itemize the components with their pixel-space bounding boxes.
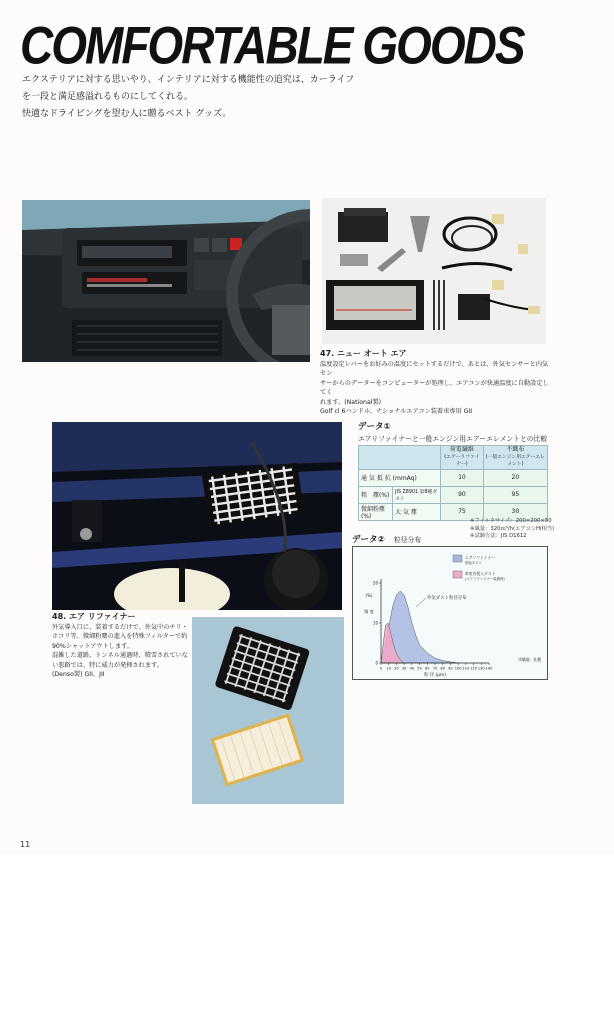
item-48-caption: [52, 611, 188, 679]
item-48-line: 外気導入口に、装着するだけで、外気中のチリ・: [52, 624, 188, 631]
x-tick-label: 20: [394, 666, 399, 671]
table-cell: 95: [483, 486, 547, 503]
table-header-row: [359, 446, 548, 470]
chart-annotation-location: 実験地：札幌: [518, 657, 541, 662]
y-tick-label: 10: [372, 620, 378, 626]
legend-swatch: [453, 571, 462, 578]
item-47-line: サーからのデーターをコンピューターが処理し、エアコンが快適温度に自動設定してく: [320, 379, 549, 397]
note-line: ※試験方法：JIS D1612: [470, 533, 527, 539]
row-sublabel: JIS Z8901 第8種ダスト: [393, 486, 441, 503]
x-tick-label: 40: [409, 666, 415, 671]
data-1-title: データ①: [358, 422, 391, 432]
note-line: ※風量：320ｍ³/h(エアコンHi相当): [470, 525, 555, 532]
legend-swatch: [453, 555, 462, 562]
y-axis-label: 頻 度: [364, 609, 374, 614]
column-header-sub: (エアーリファイナー): [444, 454, 480, 467]
x-tick-label: 70: [432, 666, 438, 671]
comparison-table: [358, 445, 548, 521]
item-48-line: い悪路では、特に威力が発揮されます。: [52, 661, 163, 669]
data-2-title: データ②: [352, 535, 385, 545]
item-47-line: Golf cl 6ハンドル、ナショナルエアコン装着車専用 GII: [320, 408, 473, 416]
x-tick-label: 90: [448, 666, 453, 671]
column-header-main: 荷電繊維: [449, 446, 474, 453]
x-tick-label: 50: [417, 666, 422, 671]
item-48-line: (Denso製) GII、JII: [52, 671, 105, 679]
column-header-sub: (一般エンジン用エアーエレメント): [485, 454, 545, 467]
item-47-caption: [320, 348, 550, 416]
lead-line: を一段と満足感溢れるものにしてくれる。: [22, 92, 194, 102]
table-cell: 90: [441, 486, 484, 503]
engine-bay-photo: [52, 422, 342, 610]
x-tick-label: 130: [477, 666, 485, 671]
page-number: 11: [20, 840, 31, 849]
x-tick-label: 140: [485, 666, 493, 671]
row-label: 微細粉塵(%): [359, 503, 393, 520]
auto-air-parts-photo: [322, 198, 546, 344]
column-header: [483, 446, 547, 470]
x-tick-label: 30: [401, 666, 407, 671]
item-47-line: れます。(National製): [320, 398, 382, 406]
data-1-subtitle: エアリファイナーと一般エンジン用エアーエレメントとの比較: [358, 435, 548, 443]
table-cell: 20: [483, 469, 547, 486]
item-48-line: 90%シャットアウトします。: [52, 642, 134, 650]
lead-line: エクステリアに対する思いやり、インテリアに対する機能性の追究は、カーライフ: [22, 75, 355, 85]
column-header-main: 不織布: [506, 446, 525, 453]
x-tick-label: 80: [440, 666, 446, 671]
row-sublabel: 大 気 塵: [393, 503, 441, 520]
table-row: [359, 469, 548, 486]
y-axis-unit: (%): [365, 593, 373, 598]
y-tick-label: 0: [375, 660, 378, 666]
legend-label-sub: (エアリファイナー装着時): [465, 577, 505, 581]
lead-text: [22, 72, 354, 123]
item-48-title: 48. エア リファイナー: [52, 612, 136, 621]
dashboard-photo: [22, 200, 310, 362]
x-tick-label: 120: [470, 666, 478, 671]
x-tick-label: 100: [454, 666, 462, 671]
legend-label: 車室内侵入ダスト: [465, 571, 496, 576]
item-47-title: 47. ニュー オート エア: [320, 349, 407, 358]
chart-annotation: 外気ダスト粒径分布: [427, 596, 467, 601]
x-tick-label: 0: [379, 666, 383, 671]
table-cell: 30: [483, 503, 547, 520]
particle-chart: [352, 546, 548, 680]
y-tick-label: 20: [372, 580, 378, 586]
item-47-line: 温度設定レバーをお好みの温度にセットするだけで、あとは、外気センサーと内気セン: [320, 361, 549, 378]
column-header: [441, 446, 484, 470]
table-cell: 10: [441, 469, 484, 486]
x-tick-label: 60: [424, 666, 430, 671]
x-tick-label: 110: [462, 666, 470, 671]
x-axis-label: 粒 径 (μm): [423, 673, 447, 678]
note-line: ※フィルタサイズ：200×200×50: [470, 518, 552, 524]
item-48-line: 混雑した道路、トンネル通過時、積雪されていな: [52, 652, 188, 660]
table-corner: [359, 446, 441, 470]
page-headline: COMFORTABLE GOODS: [20, 15, 524, 75]
item-48-line: ホコリ等、微細粉塵の進入を特殊フィルターで約: [52, 633, 188, 641]
particle-chart-svg: [353, 547, 549, 681]
table-cell: 75: [441, 503, 484, 520]
legend-label-sub: 供給ダスト: [465, 561, 482, 565]
table-notes: [470, 518, 554, 541]
blank-margin: [0, 855, 614, 1024]
row-label: 粗 塵(%): [359, 486, 393, 503]
table-row: [359, 486, 548, 503]
lead-line: 快適なドライビングを望む人に贈るベスト グッズ。: [22, 109, 232, 119]
row-label: 通 気 抵 抗 (mmAq): [359, 469, 441, 486]
x-tick-label: 10: [386, 666, 392, 671]
legend-label: エアリファイナー: [465, 555, 496, 560]
data-2-subtitle: 粒径分布: [394, 536, 422, 544]
air-refiner-photo: [192, 617, 344, 804]
annotation-leader: [416, 598, 426, 607]
